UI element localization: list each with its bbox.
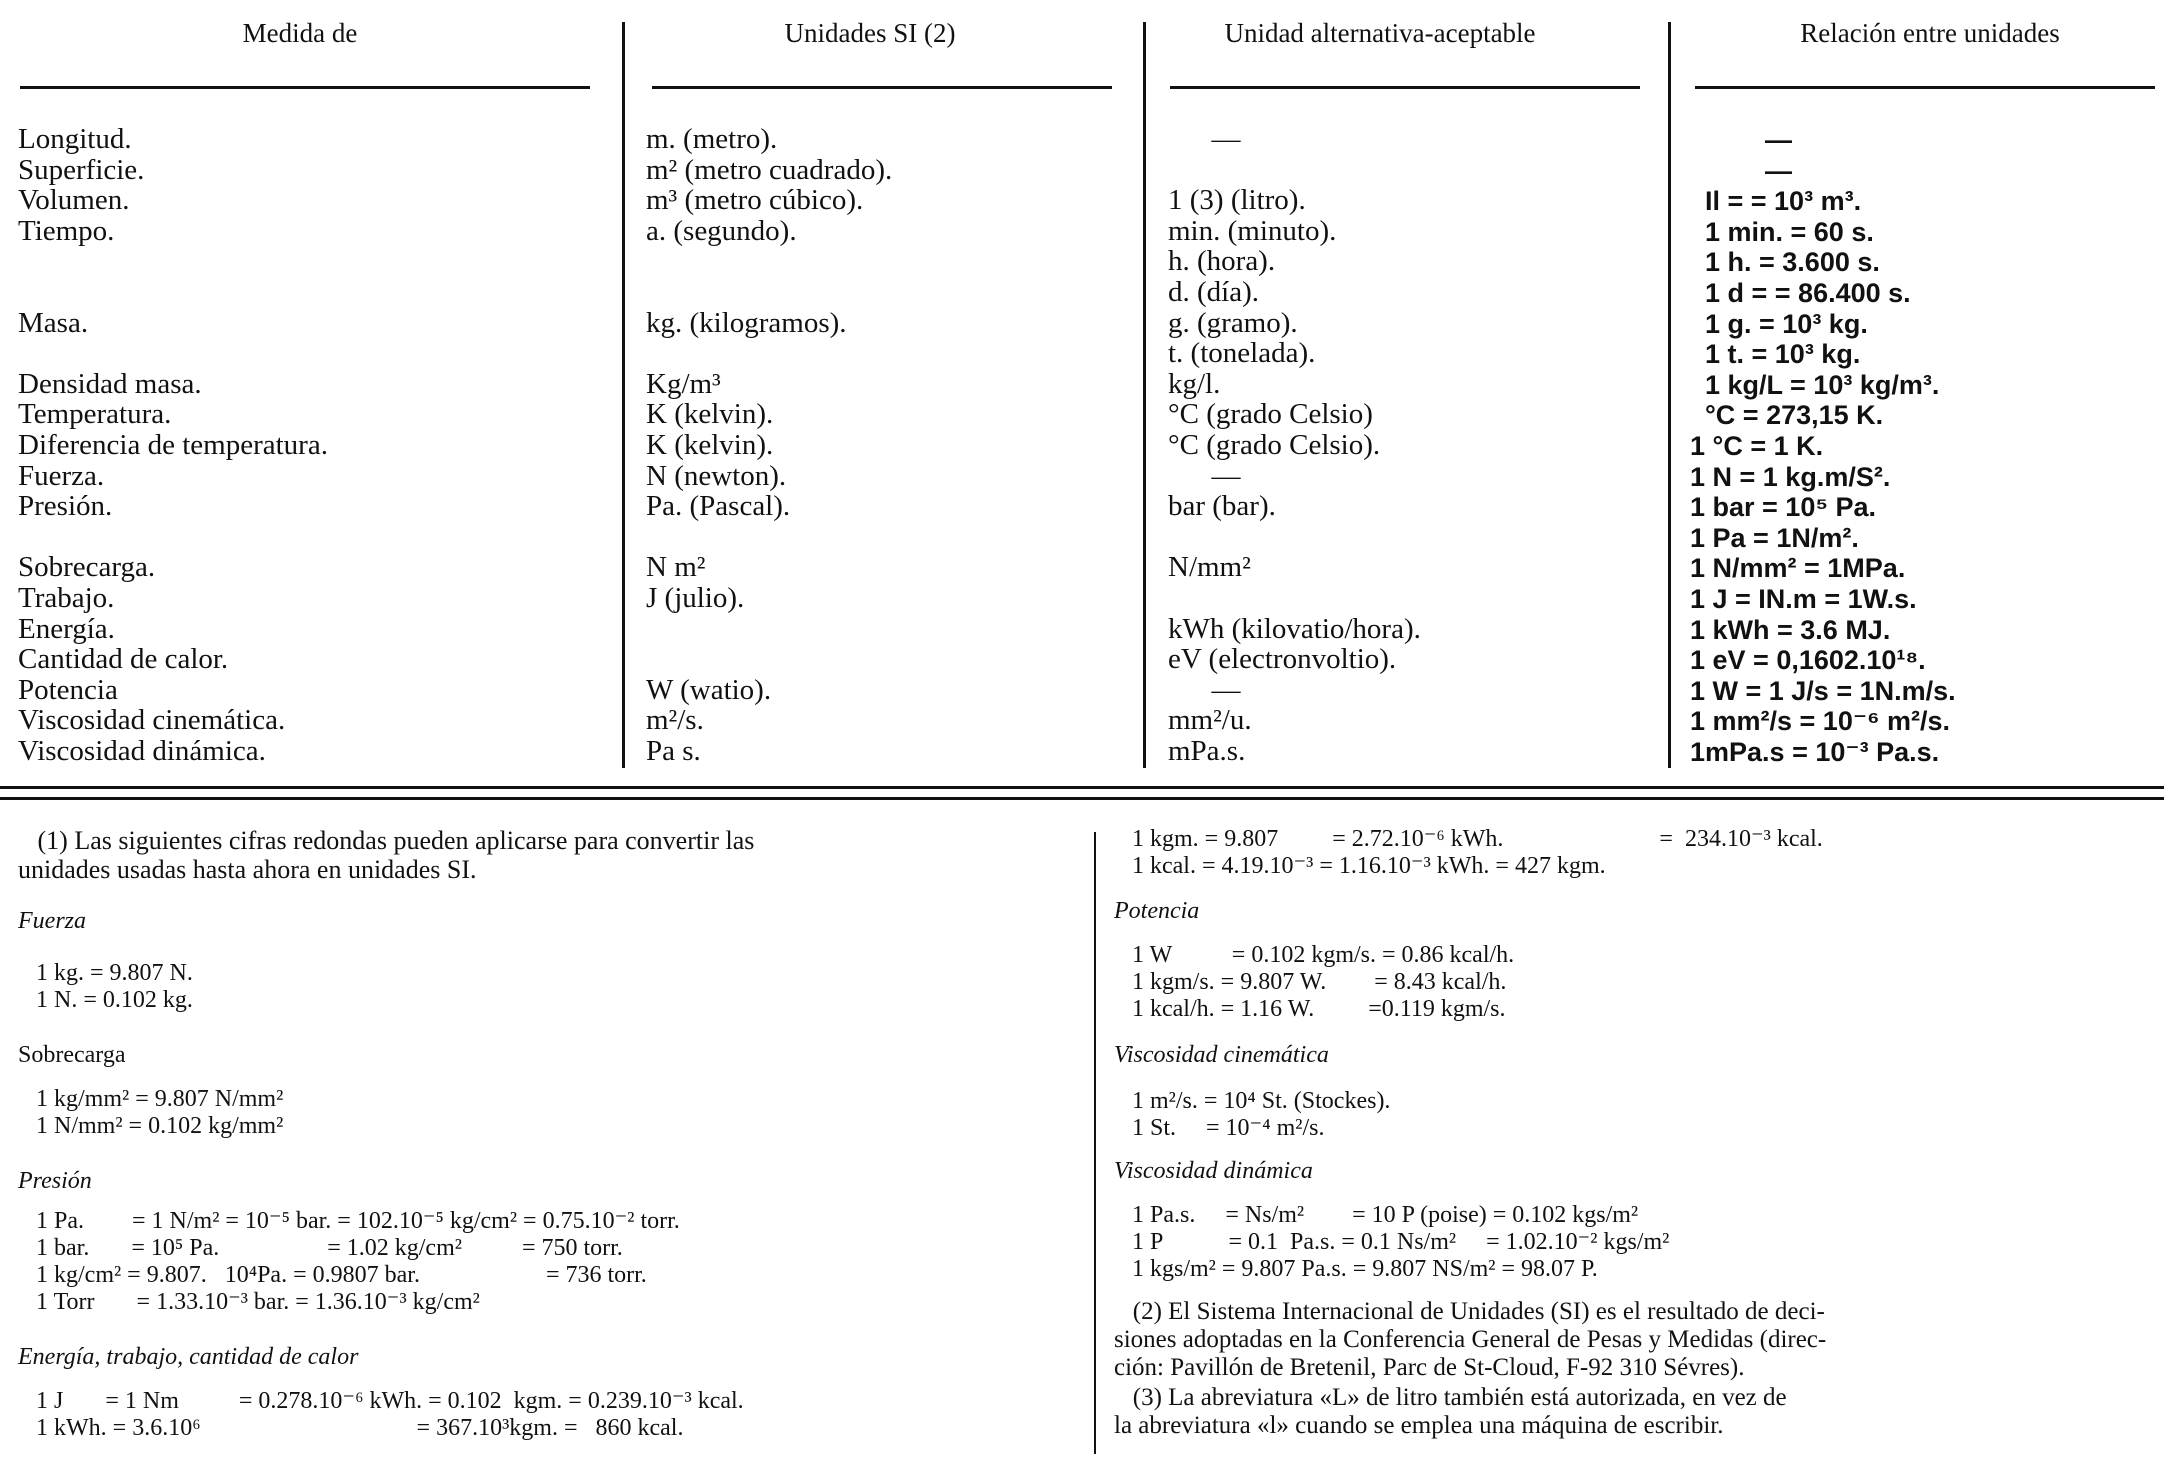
header-medida: Medida de	[242, 18, 358, 48]
column-divider-3	[1668, 22, 1671, 768]
column-unidades-si: m. (metro). m² (metro cuadrado). m³ (metro cúbico). a. (segundo). kg. (kilogramos). Kg/m³ K (kelvin). K (kelvin). N (newton). Pa. (Pascal). N m² J (julio). W (watio). m²/s. Pa s.	[646, 123, 893, 767]
footnote-divider	[1094, 832, 1096, 1454]
section-title-fuerza: Fuerza	[18, 908, 86, 934]
table-bottom-rule-1	[0, 786, 2164, 789]
column-unidad-alternativa: — 1 (3) (litro). min. (minuto). h. (hora). d. (día). g. (gramo). t. (tonelada). kg/l. °C (grado Celsio) °C (grado Celsio). — bar (bar). N/mm² kWh (kilovatio/hora). eV (electronvoltio). — mm²/u. mPa.s.	[1168, 123, 1421, 767]
section-body-energia: 1 J = 1 Nm = 0.278.10⁻⁶ kWh. = 0.102 kgm. = 0.239.10⁻³ kcal. 1 kWh. = 3.6.10⁶ = 367.10³kgm. = 860 kcal.	[36, 1388, 744, 1441]
column-relacion: — — Il = = 10³ m³. 1 min. = 60 s. 1 h. = 3.600 s. 1 d = = 86.400 s. 1 g. = 10³ kg. 1 t. = 10³ kg. 1 kg/L = 10³ kg/m³. °C = 273,15 K. 1 °C = 1 K. 1 N = 1 kg.m/S². 1 bar = 10⁵ Pa. 1 Pa = 1N/m². 1 N/mm² = 1MPa. 1 J = IN.m = 1W.s. 1 kWh = 3.6 MJ. 1 eV = 0,1602.10¹⁸. 1 W = 1 J/s = 1N.m/s. 1 mm²/s = 10⁻⁶ m²/s. 1mPa.s = 10⁻³ Pa.s.	[1690, 125, 1956, 767]
section-body-viscosidad-dinamica: 1 Pa.s. = Ns/m² = 10 P (poise) = 0.102 kgs/m² 1 P = 0.1 Pa.s. = 0.1 Ns/m² = 1.02.10⁻² kgs/m² 1 kgs/m² = 9.807 Pa.s. = 9.807 NS/m² = 98.07 P.	[1132, 1202, 1670, 1282]
header-rule-1	[20, 86, 590, 89]
section-title-potencia: Potencia	[1114, 898, 1200, 924]
section-body-energia-cont: 1 kgm. = 9.807 = 2.72.10⁻⁶ kWh. = 234.10⁻³ kcal. 1 kcal. = 4.19.10⁻³ = 1.16.10⁻³ kWh. = 427 kgm.	[1132, 826, 1823, 879]
column-divider-2	[1143, 22, 1146, 768]
table-bottom-rule-2	[0, 797, 2164, 800]
header-rule-2	[652, 86, 1112, 89]
header-rule-4	[1695, 86, 2155, 89]
section-body-viscosidad-cinematica: 1 m²/s. = 10⁴ St. (Stockes). 1 St. = 10⁻⁴ m²/s.	[1132, 1088, 1391, 1141]
header-rule-3	[1170, 86, 1640, 89]
column-divider-1	[622, 22, 625, 768]
section-title-viscosidad-cinematica: Viscosidad cinemática	[1114, 1042, 1329, 1068]
header-unidades-si: Unidades SI (2)	[784, 18, 956, 48]
section-title-energia: Energía, trabajo, cantidad de calor	[18, 1344, 359, 1370]
column-medida: Longitud. Superficie. Volumen. Tiempo. Masa. Densidad masa. Temperatura. Diferencia de temperatura. Fuerza. Presión. Sobrecarga. Trabajo. Energía. Cantidad de calor. Potencia Viscosidad cinemática. Viscosidad dinámica.	[18, 123, 328, 767]
header-unidad-alternativa: Unidad alternativa-aceptable	[1224, 18, 1536, 48]
section-body-presion: 1 Pa. = 1 N/m² = 10⁻⁵ bar. = 102.10⁻⁵ kg/cm² = 0.75.10⁻² torr. 1 bar. = 10⁵ Pa. = 1.02 kg/cm² = 750 torr. 1 kg/cm² = 9.807. 10⁴Pa. = 0.9807 bar. = 736 torr. 1 Torr = 1.33.10⁻³ bar. = 1.36.10⁻³ kg/cm²	[36, 1208, 680, 1315]
footnote-2: (2) El Sistema Internacional de Unidades (SI) es el resultado de deci- siones adoptadas en la Conferencia General de Pesas y Medidas (direc- ción: Pavillón de Bretenil, Parc de St-Cloud, F-92 310 Sévres).	[1114, 1298, 1827, 1381]
section-title-viscosidad-dinamica: Viscosidad dinámica	[1114, 1158, 1313, 1184]
footnote-1-intro: (1) Las siguientes cifras redondas pueden aplicarse para convertir las unidades usadas hasta ahora en unidades SI.	[18, 826, 755, 884]
section-body-potencia: 1 W = 0.102 kgm/s. = 0.86 kcal/h. 1 kgm/s. = 9.807 W. = 8.43 kcal/h. 1 kcal/h. = 1.16 W. =0.119 kgm/s.	[1132, 942, 1515, 1022]
section-title-sobrecarga: Sobrecarga	[18, 1042, 126, 1068]
section-title-presion: Presión	[18, 1168, 92, 1194]
footnote-3: (3) La abreviatura «L» de litro también está autorizada, en vez de la abreviatura «l» cuando se emplea una máquina de escribir.	[1114, 1384, 1787, 1439]
section-body-fuerza: 1 kg. = 9.807 N. 1 N. = 0.102 kg.	[36, 960, 193, 1013]
header-relacion: Relación entre unidades	[1800, 18, 2060, 48]
section-body-sobrecarga: 1 kg/mm² = 9.807 N/mm² 1 N/mm² = 0.102 kg/mm²	[36, 1086, 284, 1139]
